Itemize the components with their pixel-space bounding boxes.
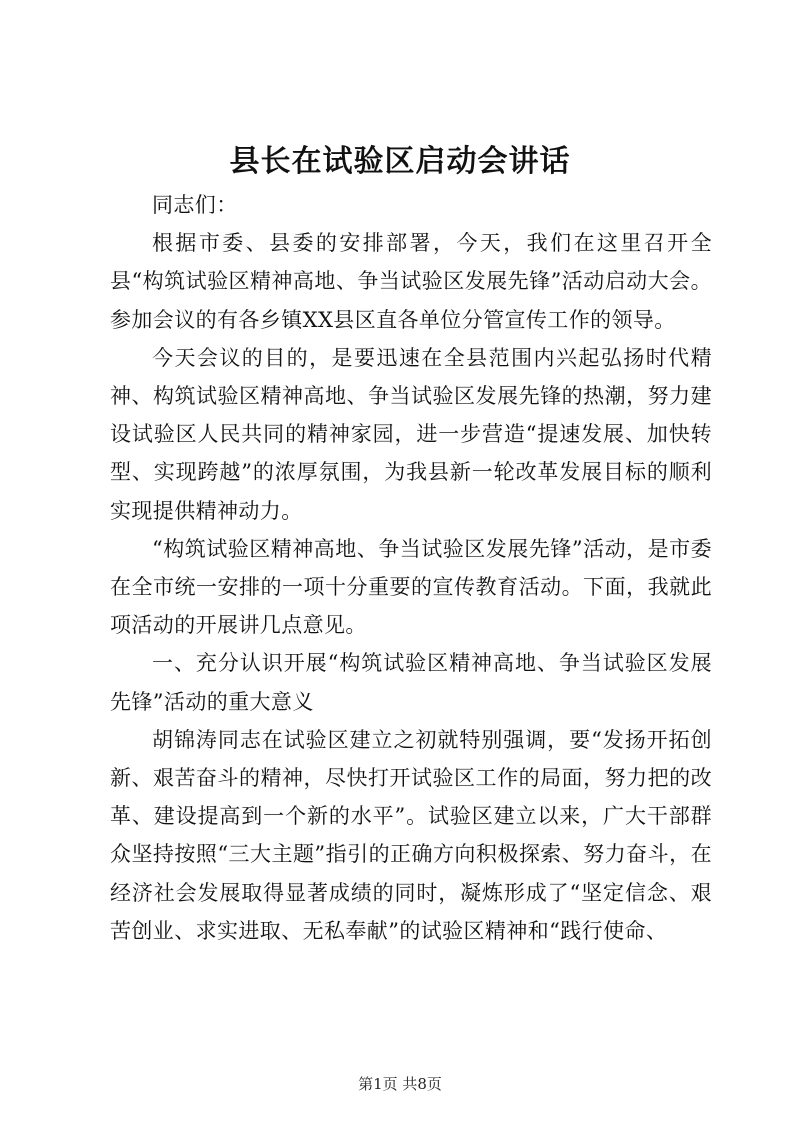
document-title: 县长在试验区启动会讲话: [229, 144, 571, 179]
section-heading-1: 一、充分认识开展“构筑试验区精神高地、争当试验区发展先锋”活动的重大意义: [110, 651, 712, 714]
paragraph-section-1-body: 胡锦涛同志在试验区建立之初就特别强调，要“发扬开拓创新、艰苦奋斗的精神，尽快打开试验区工作的局面，努力把的改革、建设提高到一个新的水平”。试验区建立以来，广大干部群众坚持按照“三大主题”指引的正确方向积极探索、努力奋斗，在经济社会发展取得显著成绩的同时，凝炼形成了“坚定信念、艰苦创业、求实进取、无私奉献”的试验区精神和“践行使命、: [110, 727, 712, 943]
page-footer: 第1页 共8页: [358, 1075, 442, 1093]
paragraph-salutation: 同志们：: [152, 193, 238, 217]
document-body: [110, 186, 712, 950]
paragraph-meeting-intro: 根据市委、县委的安排部署，今天，我们在这里召开全县“构筑试验区精神高地、争当试验区发展先锋”活动启动大会。参加会议的有各乡镇XX县区直各单位分管宣传工作的领导。: [110, 231, 712, 332]
paragraph-activity-overview: “构筑试验区精神高地、争当试验区发展先锋”活动，是市委在全市统一安排的一项十分重要的宣传教育活动。下面，我就此项活动的开展讲几点意见。: [110, 536, 712, 638]
paragraph-meeting-purpose: 今天会议的目的，是要迅速在全县范围内兴起弘扬时代精神、构筑试验区精神高地、争当试验区发展先锋的热潮，努力建设试验区人民共同的精神家园，进一步营造“提速发展、加快转型、实现跨越”的浓厚氛围，为我县新一轮改革发展目标的顺利实现提供精神动力。: [110, 345, 712, 523]
